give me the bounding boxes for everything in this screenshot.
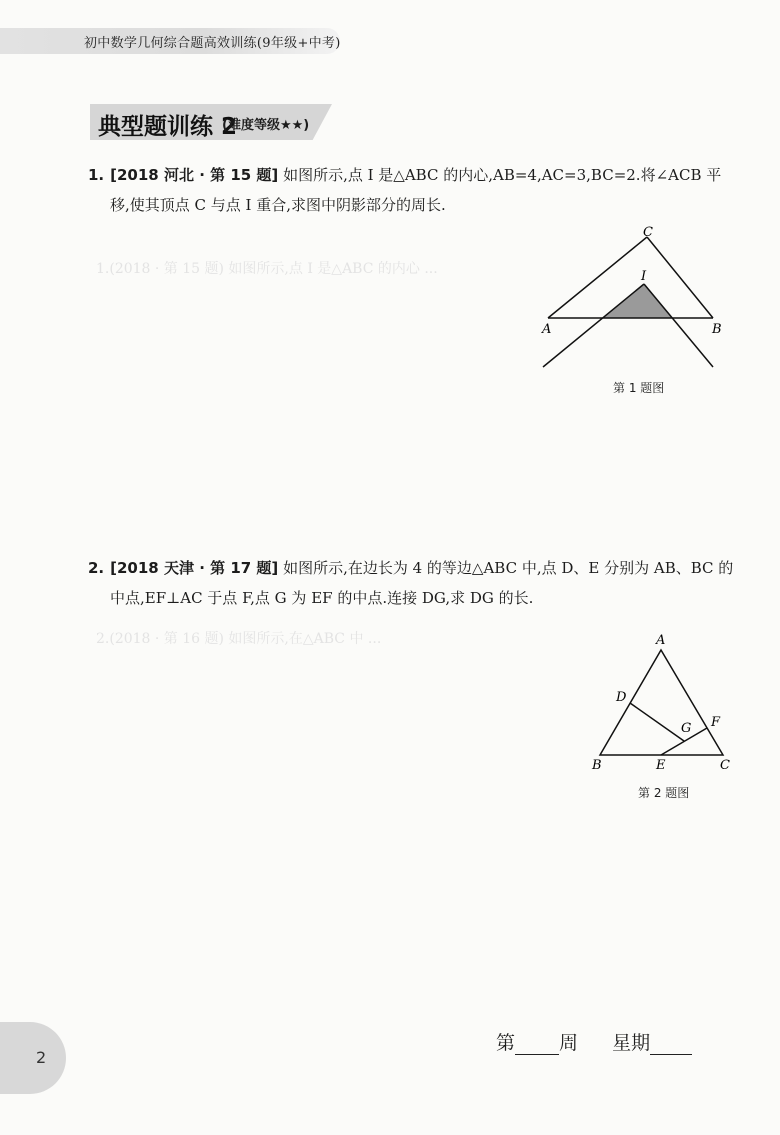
- question-source: [2018 河北 · 第 15 题]: [110, 166, 279, 184]
- label-g: G: [681, 721, 692, 736]
- label-e: E: [656, 758, 666, 772]
- difficulty-label: (难度等级★★): [222, 118, 310, 133]
- page-number-tab: [0, 1022, 66, 1094]
- weekday-blank: [650, 1054, 692, 1055]
- label-c: C: [643, 225, 653, 240]
- week-suffix: 周: [559, 1032, 579, 1054]
- figure-1-diagram: [535, 225, 745, 375]
- label-i: I: [641, 269, 647, 284]
- label-b: B: [592, 758, 602, 772]
- book-title: 初中数学几何综合题高效训练(9年级+中考): [84, 36, 341, 51]
- label-a: A: [656, 633, 666, 648]
- weekday-label: 星期: [612, 1032, 651, 1054]
- question-2-line-1: [88, 553, 748, 583]
- question-text: 如图所示,在边长为 4 的等边△ABC 中,点 D、E 分别为 AB、BC 的: [283, 559, 734, 577]
- figure-2: [588, 630, 738, 776]
- question-1-line-2: [88, 190, 748, 220]
- figure-2-diagram: [588, 630, 738, 772]
- label-b: B: [712, 322, 722, 337]
- figure-2-caption: 第 2 题图: [638, 786, 690, 800]
- translated-side-right: [644, 284, 713, 367]
- week-day-footer: [496, 1028, 692, 1055]
- question-text: 如图所示,点 I 是△ABC 的内心,AB=4,AC=3,BC=2.将∠ACB 平: [283, 166, 722, 184]
- week-prefix: 第: [496, 1032, 516, 1054]
- bleed-through-text: 1.(2018 · 第 15 题) 如图所示,点 I 是△ABC 的内心 ...: [96, 261, 438, 277]
- question-2: [88, 553, 748, 613]
- section-title: 典型题训练 2: [98, 114, 238, 140]
- page-number: 2: [36, 1048, 47, 1067]
- week-blank: [515, 1054, 559, 1055]
- label-a: A: [542, 322, 552, 337]
- bleed-through-text: 2.(2018 · 第 16 题) 如图所示,在△ABC 中 ...: [96, 631, 382, 647]
- figure-1: [535, 225, 745, 379]
- label-d: D: [616, 690, 627, 705]
- question-1: [88, 160, 748, 220]
- label-c: C: [720, 758, 730, 772]
- question-text: 中点,EF⊥AC 于点 F,点 G 为 EF 的中点.连接 DG,求 DG 的长.: [110, 589, 534, 607]
- figure-1-caption: 第 1 题图: [613, 381, 665, 395]
- question-number: 2.: [88, 559, 105, 577]
- question-1-line-1: [88, 160, 748, 190]
- question-2-line-2: [88, 583, 748, 613]
- question-source: [2018 天津 · 第 17 题]: [110, 559, 279, 577]
- translated-side-left: [543, 284, 644, 367]
- question-number: 1.: [88, 166, 105, 184]
- label-f: F: [711, 715, 721, 730]
- question-text: 移,使其顶点 C 与点 I 重合,求图中阴影部分的周长.: [110, 196, 446, 214]
- segment-dg: [630, 703, 684, 741]
